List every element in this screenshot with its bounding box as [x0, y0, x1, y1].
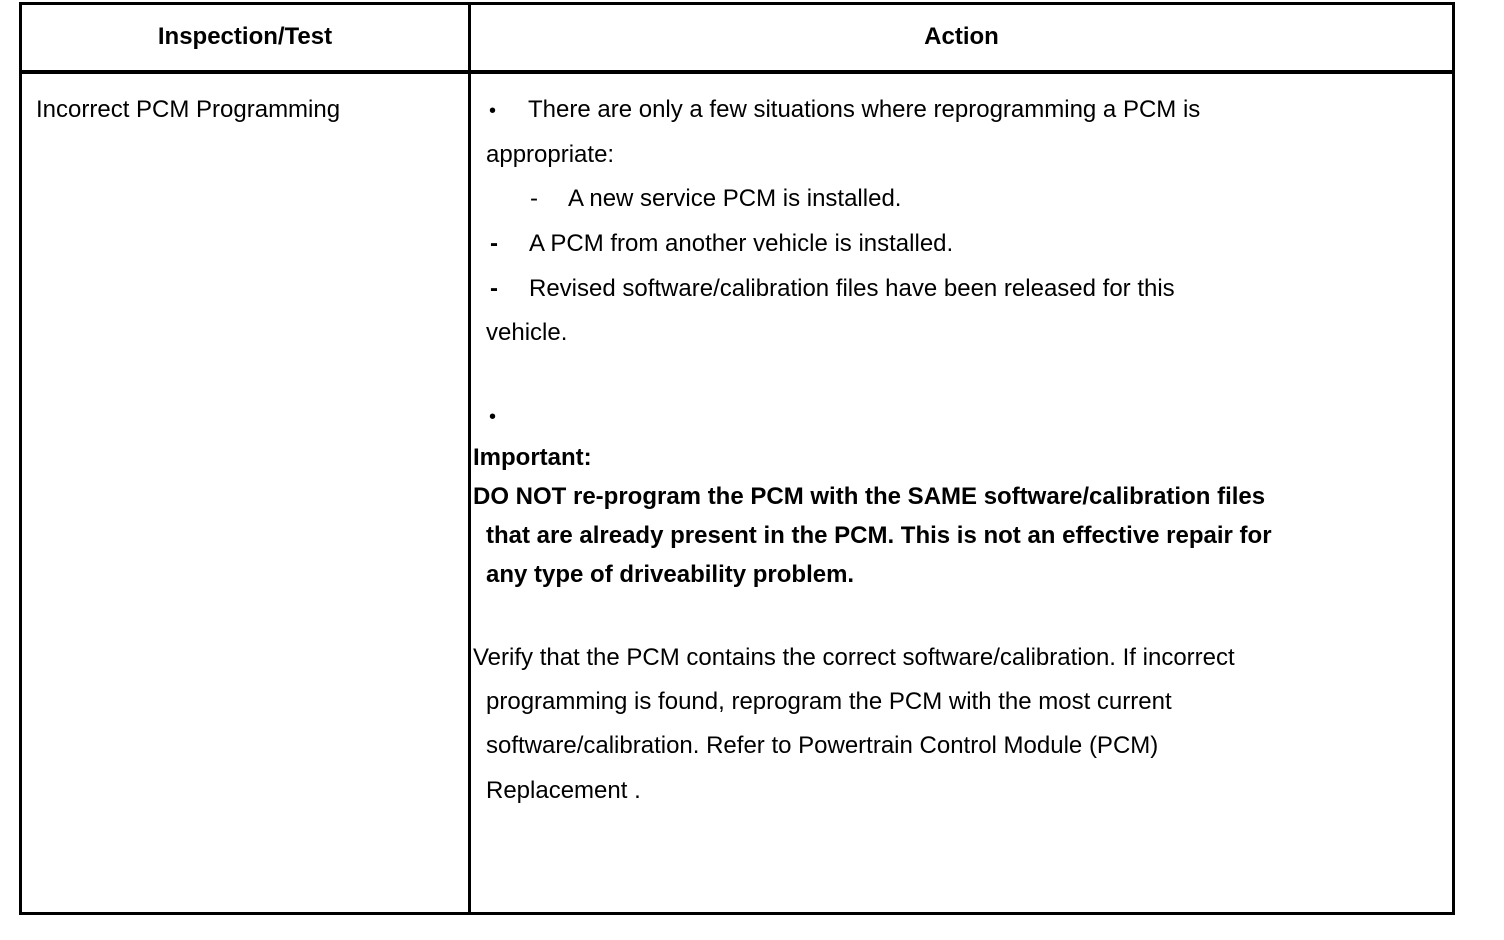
- important-line: DO NOT re-program the PCM with the SAME software/calibration files: [473, 483, 1266, 510]
- header-action: Action: [924, 23, 999, 50]
- procedure-table: [19, 2, 1455, 915]
- important-line: any type of driveability problem.: [486, 561, 855, 588]
- column-divider: [468, 2, 471, 915]
- verify-line: programming is found, reprogram the PCM with the most current: [486, 688, 1172, 715]
- verify-line: software/calibration. Refer to Powertrain Control Module (PCM): [486, 732, 1159, 759]
- intro-line-1: There are only a few situations where reprogramming a PCM is: [528, 96, 1201, 123]
- dash-icon: -: [530, 185, 538, 212]
- situation-item: A PCM from another vehicle is installed.: [529, 230, 954, 257]
- intro-line-2: appropriate:: [486, 141, 615, 168]
- bullet-icon: •: [489, 100, 497, 122]
- situation-item-continued: vehicle.: [486, 319, 568, 346]
- bullet-icon: •: [489, 406, 497, 428]
- important-line: that are already present in the PCM. This is not an effective repair for: [486, 522, 1272, 549]
- situation-item: Revised software/calibration files have been released for this: [529, 275, 1175, 302]
- dash-icon: -: [490, 275, 498, 302]
- important-label: Important:: [473, 444, 592, 471]
- inspection-cell: Incorrect PCM Programming: [36, 96, 341, 123]
- situation-item: A new service PCM is installed.: [568, 185, 902, 212]
- header-inspection-test: Inspection/Test: [157, 23, 333, 50]
- header-rule: [19, 70, 1455, 74]
- verify-line: Verify that the PCM contains the correct software/calibration. If incorrect: [473, 644, 1235, 671]
- dash-icon: -: [490, 230, 498, 257]
- verify-line: Replacement .: [486, 777, 641, 804]
